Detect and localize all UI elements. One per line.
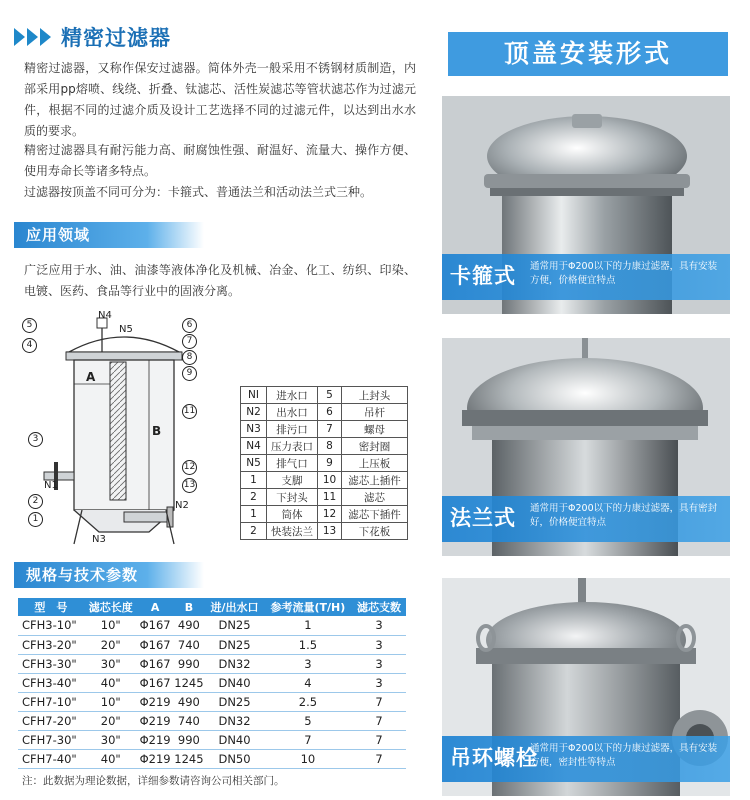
label-n2: N2	[175, 500, 189, 511]
type-desc-clamp: 通常用于Φ200以下的力康过滤器，具有安装方便，价格便宜特点	[530, 261, 718, 286]
table-row: CFH3-30" 30" Φ167 990 DN32 3 3	[18, 654, 406, 673]
caption-band	[442, 496, 730, 542]
table-row: CFH3-40" 40" Φ167 1245 DN40 4 3	[18, 673, 406, 692]
table-row: N4 压力表口 8 密封圈	[241, 438, 408, 455]
clamp-type-photo	[442, 96, 730, 314]
type-name-flange: 法兰式	[450, 506, 516, 530]
col-length: 滤芯长度	[84, 598, 138, 616]
label-n1: N1	[44, 480, 58, 491]
caption-band	[442, 254, 730, 300]
label-n3: N3	[92, 534, 106, 545]
spec-header-row	[18, 598, 406, 616]
table-row: N5 排气口 9 上压板	[241, 455, 408, 472]
callout-12: 12	[182, 460, 197, 475]
filter-diagram	[24, 312, 224, 547]
table-row: CFH7-10" 10" Φ219 490 DN25 2.5 7	[18, 692, 406, 711]
callout-8: 8	[182, 350, 197, 365]
label-n5: N5	[119, 324, 133, 335]
callout-1: 1	[28, 512, 43, 527]
callout-13: 13	[182, 478, 197, 493]
type-desc-flange: 通常用于Φ200以下的力康过滤器，具有密封好，价格便宜特点	[530, 503, 718, 528]
callout-5: 5	[22, 318, 37, 333]
table-row: 2 快装法兰 13 下花板	[241, 523, 408, 540]
col-flow: 参考流量(T/H)	[264, 598, 352, 616]
intro-paragraph-1: 精密过滤器，又称作保安过滤器。简体外壳一般采用不锈钢材质制造，内部采用pp熔喷、线绕、折叠、钛滤芯、活性炭滤芯等管状滤芯作为过滤元件，根据不同的过滤介质及设计工艺选择不同的过滤元件，以达到出水水质的要求。	[24, 61, 416, 138]
table-row: N2 出水口 6 吊杆	[241, 404, 408, 421]
table-row: NI 进水口 5 上封头	[241, 387, 408, 404]
spec-table	[18, 598, 406, 769]
intro-paragraph-3: 过滤器按顶盖不同可分为：卡箍式、普通法兰和活动法兰式三种。	[24, 185, 373, 199]
right-column	[440, 0, 750, 800]
page-title: 精密过滤器	[61, 26, 171, 50]
callout-7: 7	[182, 334, 197, 349]
type-name-clamp: 卡箍式	[450, 264, 516, 288]
label-b: B	[152, 424, 162, 438]
flange-type-photo	[442, 338, 730, 556]
col-count: 滤芯支数	[352, 598, 406, 616]
col-model: 型 号	[18, 598, 84, 616]
type-desc-eyebolt: 通常用于Φ200以下的力康过滤器，具有安装方便，密封性等特点	[530, 743, 718, 768]
triple-arrow-icon	[14, 28, 53, 46]
col-a: A	[138, 598, 173, 616]
caption-band	[442, 736, 730, 782]
spec-heading: 规格与技术参数	[14, 562, 204, 588]
intro-paragraph-2: 精密过滤器具有耐污能力高、耐腐蚀性强、耐温好、流量大、操作方便、使用寿命长等诸多特点。	[24, 143, 416, 178]
table-row: N3 排污口 7 螺母	[241, 421, 408, 438]
col-inlet: 进/出水口	[205, 598, 263, 616]
table-row: CFH3-20" 20" Φ167 740 DN25 1.5 3	[18, 635, 406, 654]
table-row: 2 下封头 11 滤芯	[241, 489, 408, 506]
label-a: A	[86, 370, 96, 384]
callout-6: 6	[182, 318, 197, 333]
callout-3: 3	[28, 432, 43, 447]
table-row: CFH7-40" 40" Φ219 1245 DN50 10 7	[18, 749, 406, 768]
page-title-row	[14, 22, 171, 52]
table-row: CFH3-10" 10" Φ167 490 DN25 1 3	[18, 616, 406, 635]
col-b: B	[172, 598, 205, 616]
eyebolt-type-photo	[442, 578, 730, 796]
application-text: 广泛应用于水、油、油漆等液体净化及机械、冶金、化工、纺织、印染、电镀、医药、食品等行业中的固液分离。	[24, 263, 416, 298]
spec-note: 注：此数据为理论数据，详细参数请咨询公司相关部门。	[22, 775, 285, 787]
table-row: CFH7-20" 20" Φ219 740 DN32 5 7	[18, 711, 406, 730]
callout-9: 9	[182, 366, 197, 381]
type-name-eyebolt: 吊环螺栓	[450, 746, 538, 770]
parts-table	[240, 386, 408, 540]
label-n4: N4	[98, 310, 112, 321]
table-row: 1 筒体 12 滤芯下插件	[241, 506, 408, 523]
table-row: 1 支脚 10 滤芯上插件	[241, 472, 408, 489]
application-heading: 应用领域	[14, 222, 204, 248]
callout-11: 11	[182, 404, 197, 419]
mount-types-title: 顶盖安装形式	[448, 32, 728, 76]
callout-4: 4	[22, 338, 37, 353]
table-row: CFH7-30" 30" Φ219 990 DN40 7 7	[18, 730, 406, 749]
callout-2: 2	[28, 494, 43, 509]
